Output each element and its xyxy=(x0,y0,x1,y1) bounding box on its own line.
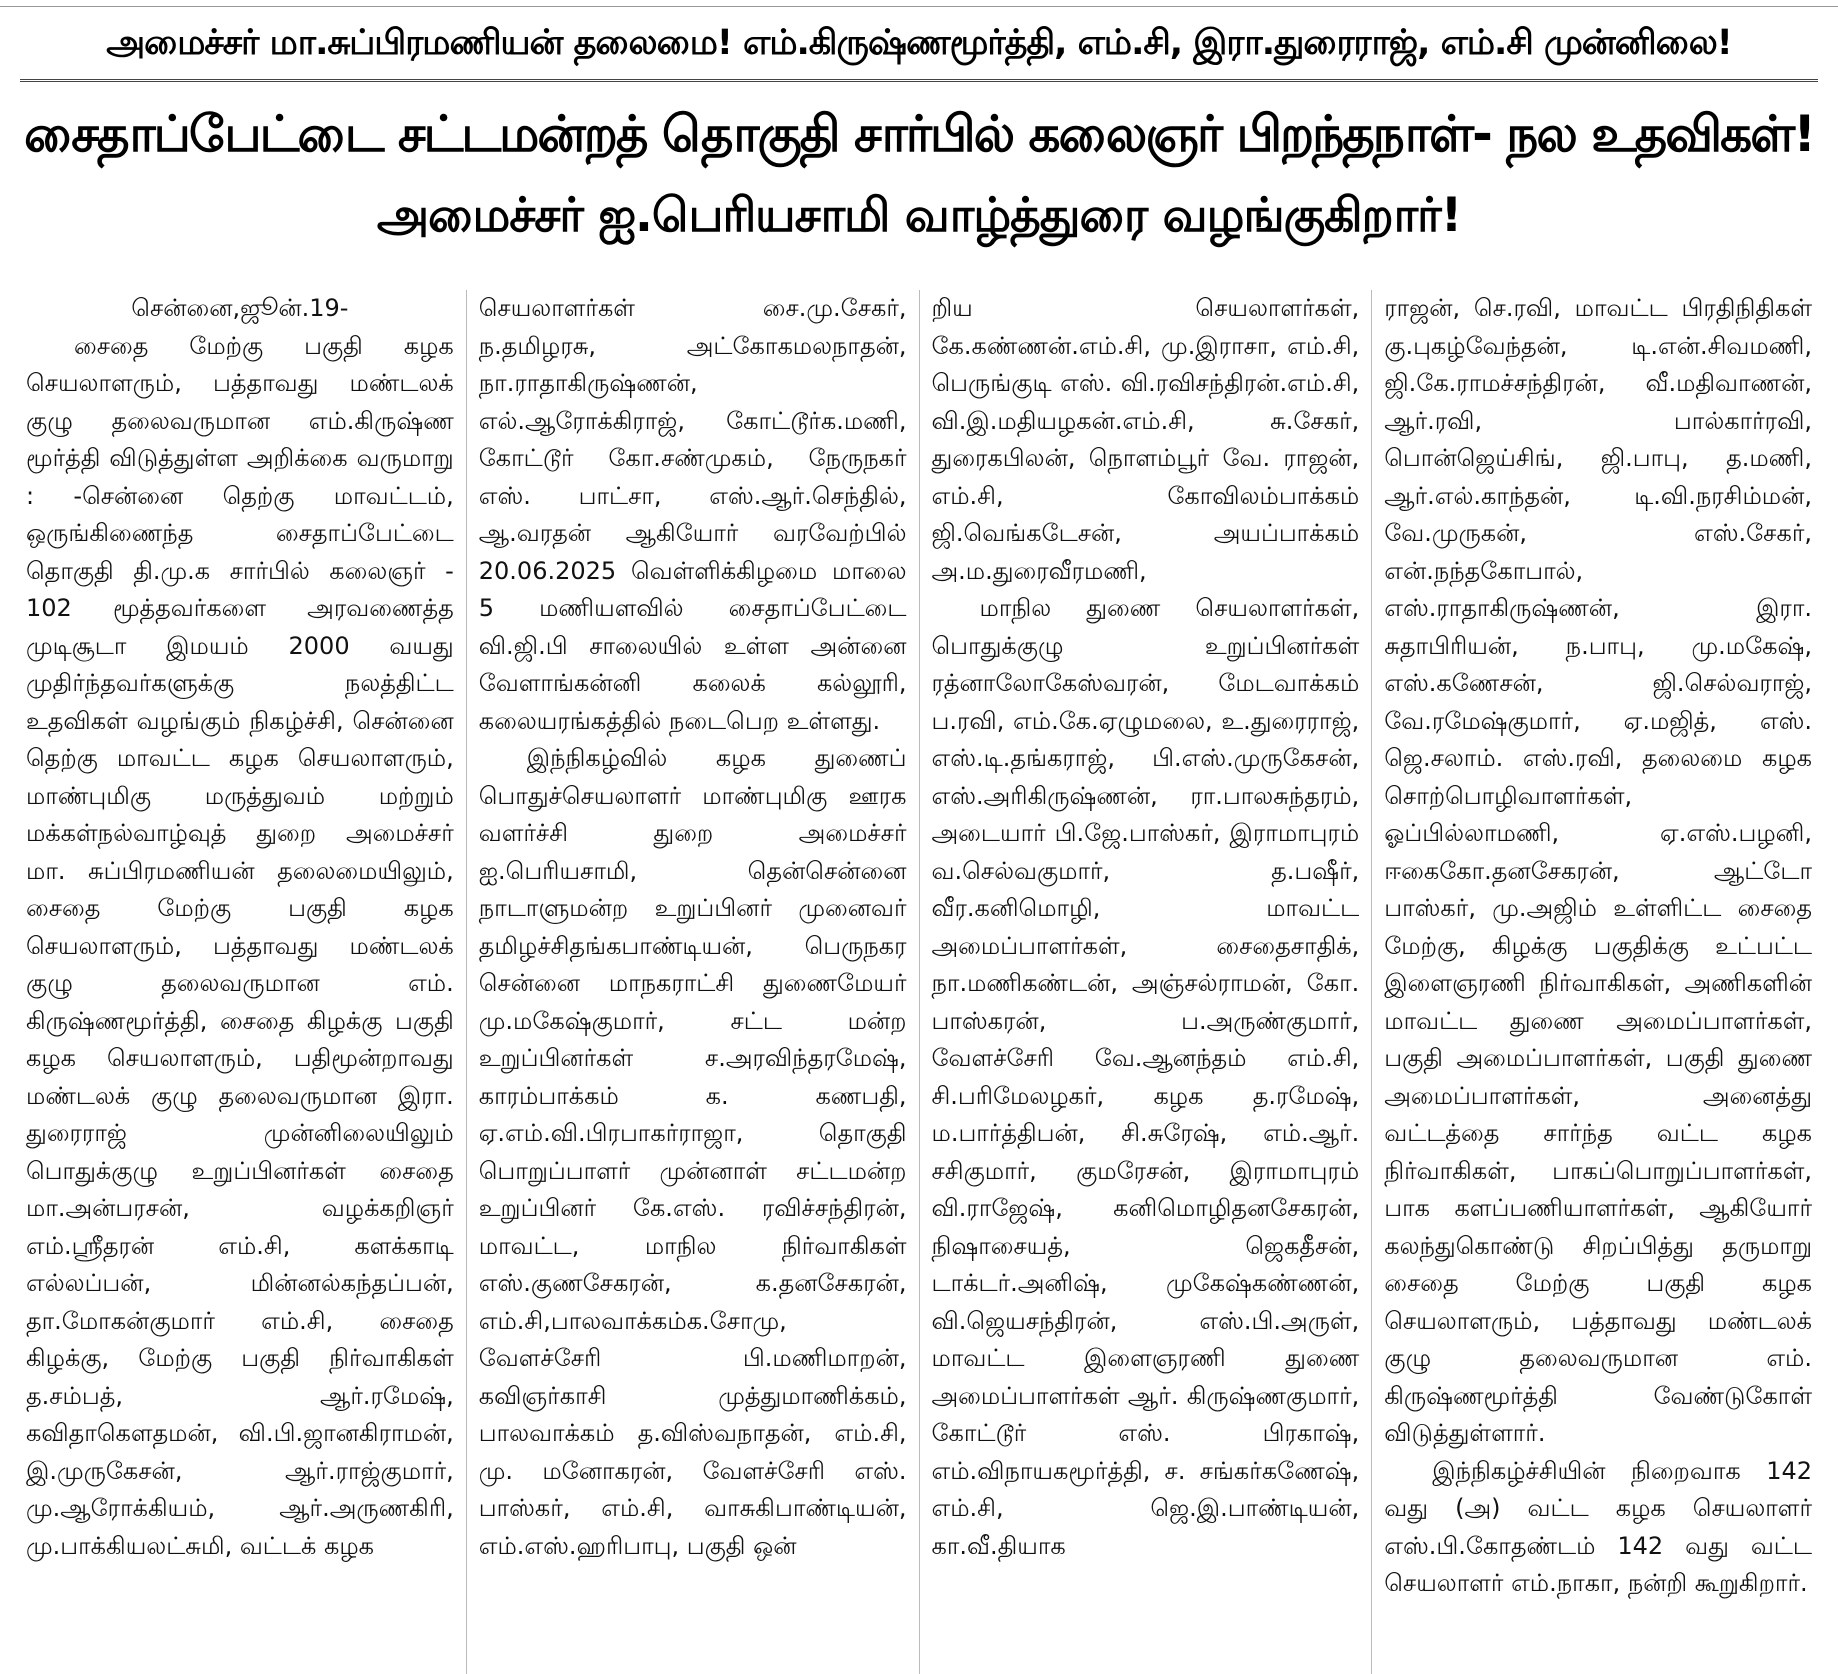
kicker-line: அமைச்சர் மா.சுப்பிரமணியன் தலைமை! எம்.கிருஷ்ணமூர்த்தி, எம்.சி, இரா.துரைராஜ், எம்.சி முன்னிலை! xyxy=(106,23,1732,63)
top-strip xyxy=(0,0,1838,7)
column-2 xyxy=(466,290,919,1674)
paragraph: செயலாளர்கள் சை.மு.சேகர், ந.தமிழரசு, அட்கோகமலநாதன், நா.ராதாகிருஷ்ணன், எல்.ஆரோக்கிராஜ், கோட்டூர்க.மணி, கோட்டூர் கோ.சண்முகம், நேருநகர் எஸ். பாட்சா, எஸ்.ஆர்.செந்தில், ஆ.வரதன் ஆகியோர் வரவேற்பில் 20.06.2025 வெள்ளிக்கிழமை மாலை 5 மணியளவில் சைதாப்பேட்டை வி.ஜி.பி சாலையில் உள்ள அன்னை வேளாங்கன்னி கலைக் கல்லூரி, கலையரங்கத்தில் நடைபெற உள்ளது. xyxy=(478,294,907,735)
paragraph: றிய செயலாளர்கள், கே.கண்ணன்.எம்.சி, மு.இராசா, எம்.சி, பெருங்குடி எஸ். வி.ரவிசந்திரன்.எம்.சி, வி.இ.மதியழகன்.எம்.சி, சு.சேகர், துரைகபிலன், நொளம்பூர் வே. ராஜன், எம்.சி, கோவிலம்பாக்கம் ஜி.வெங்கடேசன், அயப்பாக்கம் அ.ம.துரைவீரமணி, xyxy=(931,294,1360,585)
article-body xyxy=(14,290,1824,1674)
column-4 xyxy=(1371,290,1824,1674)
paragraph: இந்நிகழ்வில் கழக துணைப் பொதுச்செயலாளர் மாண்புமிகு ஊரக வளர்ச்சி துறை அமைச்சர் ஐ.பெரியசாமி, தென்சென்னை நாடாளுமன்ற உறுப்பினர் முனைவர் தமிழச்சிதங்கபாண்டியன், பெருநகர சென்னை மாநகராட்சி துணைமேயர் மு.மகேஷ்குமார், சட்ட மன்ற உறுப்பினர்கள் ச.அரவிந்தரமேஷ், காரம்பாக்கம் க. கணபதி, ஏ.எம்.வி.பிரபாகர்ராஜா, தொகுதி பொறுப்பாளர் முன்னாள் சட்டமன்ற உறுப்பினர் கே.எஸ். ரவிச்சந்திரன், மாவட்ட, மாநில நிர்வாகிகள் எஸ்.குணசேகரன், க.தனசேகரன், எம்.சி,பாலவாக்கம்க.சோமு, வேளச்சேரி பி.மணிமாறன், கவிஞர்காசி முத்துமாணிக்கம், பாலவாக்கம் த.விஸ்வநாதன், எம்.சி, மு. மனோகரன், வேளச்சேரி எஸ். பாஸ்கர், எம்.சி, வாசுகிபாண்டியன், எம்.எஸ்.ஹரிபாபு, பகுதி ஒன் xyxy=(478,744,907,1560)
dateline: சென்னை,ஜூன்.19- xyxy=(131,294,349,322)
paragraph: இந்நிகழ்ச்சியின் நிறைவாக 142 வது (அ) வட்ட கழக செயலாளர் எஸ்.பி.கோதண்டம் 142 வது வட்ட செயலாளர் எம்.நாகா, நன்றி கூறுகிறார். xyxy=(1384,1456,1812,1597)
column-1 xyxy=(14,290,466,1674)
headline: சைதாப்பேட்டை சட்டமன்றத் தொகுதி சார்பில் கலைஞர் பிறந்தநாள்- நல உதவிகள்! xyxy=(23,105,1814,163)
paragraph: ராஜன், செ.ரவி, மாவட்ட பிரதிநிதிகள் கு.புகழ்வேந்தன், டி.என்.சிவமணி, ஜி.கே.ராமச்சந்திரன், வீ.மதிவாணன், ஆர்.ரவி, பால்கார்ரவி, பொன்ஜெய்சிங், ஜி.பாபு, த.மணி, ஆர்.எல்.காந்தன், டி.வி.நரசிம்மன், வே.முருகன், எஸ்.சேகர், என்.நந்தகோபால், எஸ்.ராதாகிருஷ்ணன், இரா. சுதாபிரியன், ந.பாபு, மு.மகேஷ், எஸ்.கணேசன், ஜி.செல்வராஜ், வே.ரமேஷ்குமார், ஏ.மஜித், எஸ். ஜெ.சலாம். எஸ்.ரவி, தலைமை கழக சொற்பொழிவாளர்கள், ஓப்பில்லாமணி, ஏ.எஸ்.பழனி, ஈகைகோ.தனசேகரன், ஆட்டோ பாஸ்கர், மு.அஜிம் உள்ளிட்ட சைதை மேற்கு, கிழக்கு பகுதிக்கு உட்பட்ட இளைஞரணி நிர்வாகிகள், அணிகளின் மாவட்ட துணை அமைப்பாளர்கள், பகுதி அமைப்பாளர்கள், பகுதி துணை அமைப்பாளர்கள், அனைத்து வட்டத்தை சார்ந்த வட்ட கழக நிர்வாகிகள், பாகப்பொறுப்பாளர்கள், பாக களப்பணியாளர்கள், ஆகியோர் கலந்துகொண்டு சிறப்பித்து தருமாறு சைதை மேற்கு பகுதி கழக செயலாளரும், பத்தாவது மண்டலக் குழு தலைவருமான எம். கிருஷ்ணமூர்த்தி வேண்டுகோள் விடுத்துள்ளார். xyxy=(1384,294,1812,1447)
paragraph: மாநில துணை செயலாளர்கள், பொதுக்குழு உறுப்பினர்கள் ரத்னாலோகேஸ்வரன், மேடவாக்கம் ப.ரவி, எம்.கே.ஏழுமலை, உ.துரைராஜ், எஸ்.டி.தங்கராஜ், பி.எஸ்.முருகேசன், எஸ்.அரிகிருஷ்ணன், ரா.பாலசுந்தரம், அடையார் பி.ஜே.பாஸ்கர், இராமாபுரம் வ.செல்வகுமார், த.பஷீர், வீர.கனிமொழி, மாவட்ட அமைப்பாளர்கள், சைதைசாதிக், நா.மணிகண்டன், அஞ்சல்ராமன், கோ. பாஸ்கரன், ப.அருண்குமார், வேளச்சேரி வே.ஆனந்தம் எம்.சி, சி.பரிமேலழகர், கழக த.ரமேஷ், ம.பார்த்திபன், சி.சுரேஷ், எம்.ஆர். சசிகுமார், குமரேசன், இராமாபுரம் வி.ராஜேஷ், கனிமொழிதனசேகரன், நிஷாசையத், ஜெகதீசன், டாக்டர்.அனிஷ், முகேஷ்கண்ணன், வி.ஜெயசந்திரன், எஸ்.பி.அருள், மாவட்ட இளைஞரணி துணை அமைப்பாளர்கள் ஆர். கிருஷ்ணகுமார், கோட்டூர் எஸ். பிரகாஷ், எம்.விநாயகமூர்த்தி, ச. சங்கர்கணேஷ், எம்.சி, ஜெ.இ.பாண்டியன், கா.வீ.தியாக xyxy=(931,594,1360,1560)
column-3 xyxy=(919,290,1372,1674)
subheadline: அமைச்சர் ஐ.பெரியசாமி வாழ்த்துரை வழங்குகிறார்! xyxy=(376,188,1462,243)
paragraph: சைதை மேற்கு பகுதி கழக செயலாளரும், பத்தாவது மண்டலக் குழு தலைவருமான எம்.கிருஷ்ண மூர்த்தி விடுத்துள்ள அறிக்கை வருமாறு : -சென்னை தெற்கு மாவட்டம், ஒருங்கிணைந்த சைதாப்பேட்டை தொகுதி தி.மு.க சார்பில் கலைஞர் - 102 மூத்தவர்களை அரவணைத்த முடிசூடா இமயம் 2000 வயது முதிர்ந்தவர்களுக்கு நலத்திட்ட உதவிகள் வழங்கும் நிகழ்ச்சி, சென்னை தெற்கு மாவட்ட கழக செயலாளரும், மாண்புமிகு மருத்துவம் மற்றும் மக்கள்நல்வாழ்வுத் துறை அமைச்சர் மா. சுப்பிரமணியன் தலைமையிலும், சைதை மேற்கு பகுதி கழக செயலாளரும், பத்தாவது மண்டலக் குழு தலைவருமான எம். கிருஷ்ணமூர்த்தி, சைதை கிழக்கு பகுதி கழக செயலாளரும், பதிமூன்றாவது மண்டலக் குழு தலைவருமான இரா. துரைராஜ் முன்னிலையிலும் பொதுக்குழு உறுப்பினர்கள் சைதை மா.அன்பரசன், வழக்கறிஞர் எம்.ஸ்ரீதரன் எம்.சி, களக்காடி எல்லப்பன், மின்னல்கந்தப்பன், தா.மோகன்குமார் எம்.சி, சைதை கிழக்கு, மேற்கு பகுதி நிர்வாகிகள் த.சம்பத், ஆர்.ரமேஷ், கவிதாகௌதமன், வி.பி.ஜானகிராமன், இ.முருகேசன், ஆர்.ராஜ்குமார், மு.ஆரோக்கியம், ஆர்.அருணகிரி, மு.பாக்கியலட்சுமி, வட்டக் கழக xyxy=(26,331,454,1560)
